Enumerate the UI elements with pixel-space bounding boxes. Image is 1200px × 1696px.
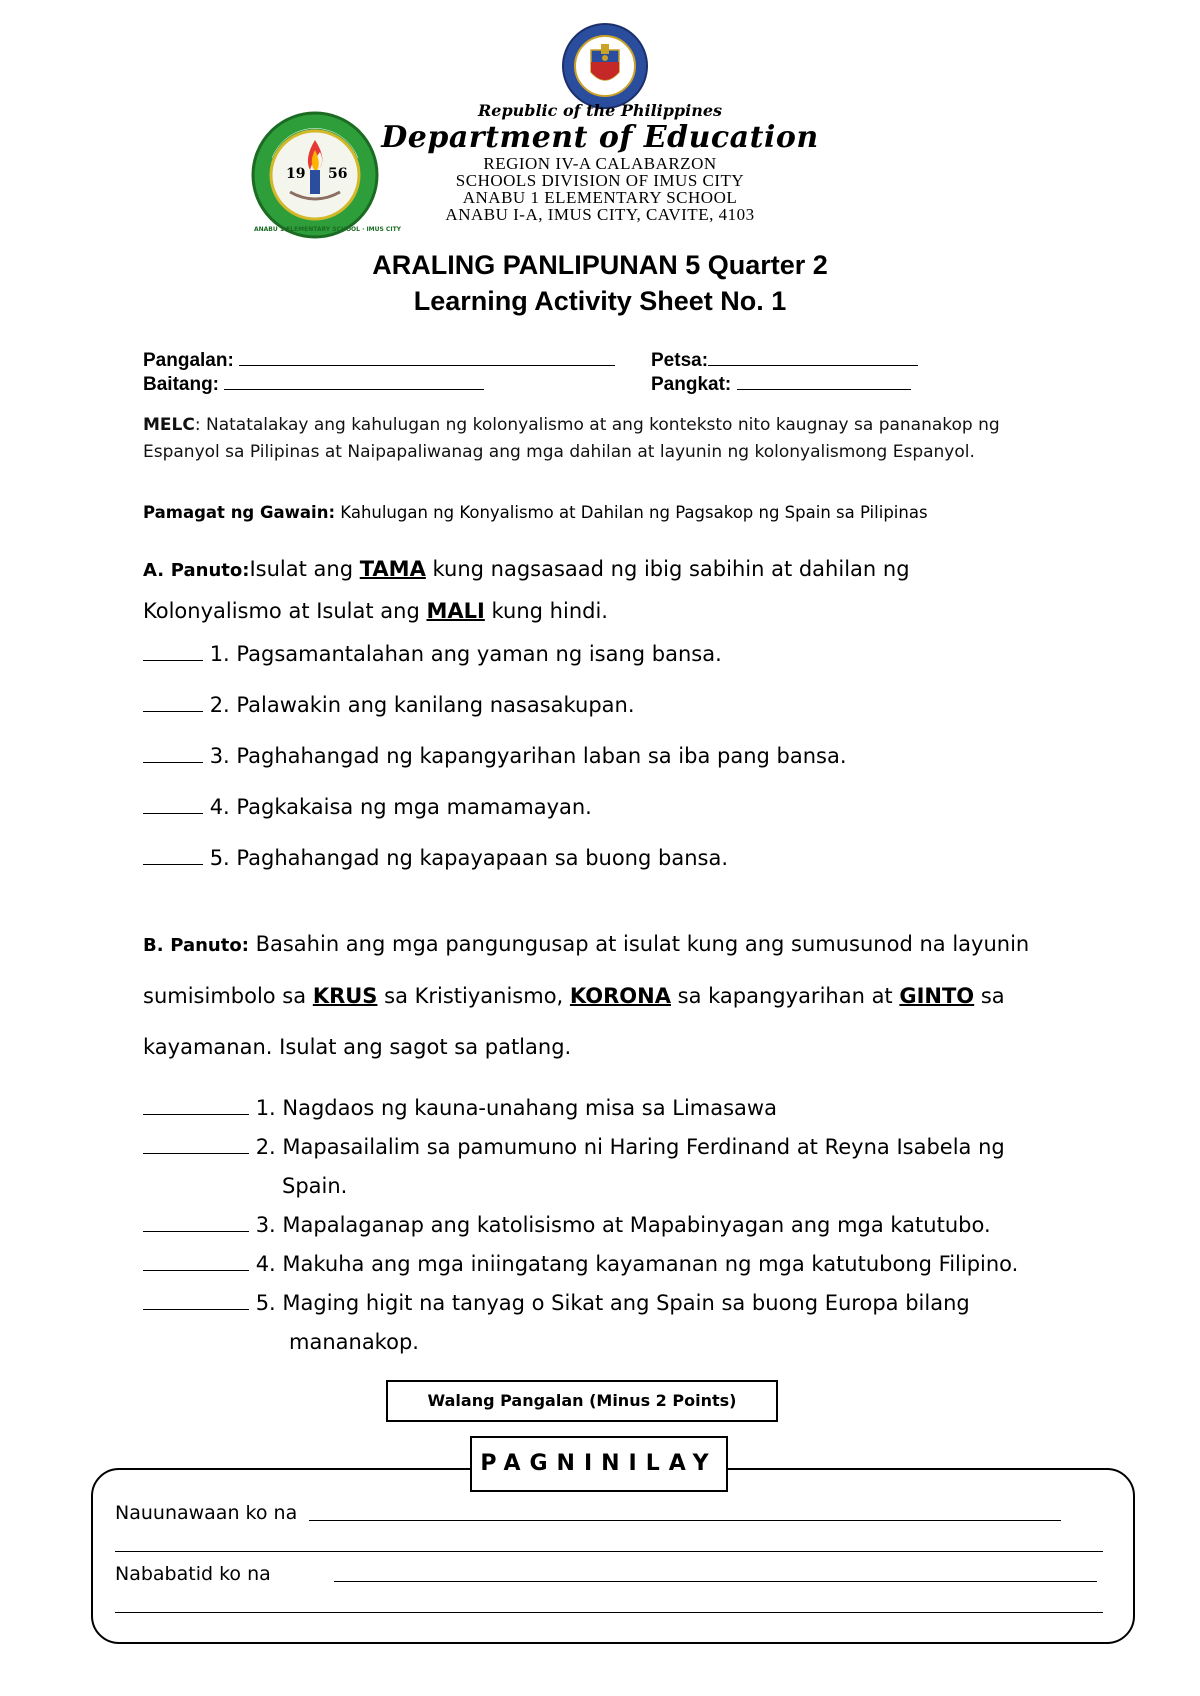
reflection-title-box — [470, 1436, 728, 1492]
section-a-text-2: kung nagsasaad ng ibig sabihin at dahilan ng — [432, 557, 910, 581]
date-field — [651, 348, 918, 372]
item-text: 2. Palawakin ang kanilang nasasakupan. — [209, 693, 635, 717]
answer-blank[interactable] — [143, 1114, 249, 1115]
section-a-item — [143, 642, 722, 666]
answer-line[interactable] — [115, 1551, 1103, 1552]
deped-seal-text — [0, 0, 1, 1]
reflection-box — [91, 1468, 1135, 1644]
section-b-letter: B. — [143, 935, 164, 956]
penalty-note: Walang Pangalan (Minus 2 Points) — [427, 1391, 737, 1410]
section-a-letter: A. — [143, 560, 165, 581]
republic-line: Republic of the Philippines — [477, 101, 723, 120]
name-label: Pangalan: — [143, 350, 234, 371]
section-b-text-1: Basahin ang mga pangungusap at isulat kung ang sumusunod na layunin — [255, 932, 1030, 956]
name-input-line[interactable] — [239, 348, 615, 366]
section-b-line-1 — [143, 919, 1103, 971]
activity-title — [143, 503, 928, 522]
section-b-item — [143, 1213, 991, 1237]
section-a-item — [143, 846, 728, 870]
section-a-text-1: Isulat ang — [249, 557, 354, 581]
section-a-instructions — [143, 549, 1103, 631]
date-input-line[interactable] — [708, 348, 918, 366]
answer-line[interactable] — [115, 1612, 1103, 1613]
keyword-tama: TAMA — [359, 557, 426, 581]
section-b-item — [143, 1135, 1005, 1159]
school-seal-year-right: 56 — [328, 166, 348, 182]
section-b-text-3: sa Kristiyanismo, — [384, 984, 564, 1008]
section-b-item-continuation: mananakop. — [289, 1330, 419, 1354]
answer-blank[interactable] — [143, 1270, 249, 1271]
answer-blank[interactable] — [143, 813, 203, 814]
activity-title-label: Pamagat ng Gawain: — [143, 503, 336, 522]
section-a-line-1 — [143, 549, 1103, 591]
school-seal-ring-text: ANABU 1 ELEMENTARY SCHOOL · IMUS CITY — [254, 226, 401, 233]
item-text: 5. Maging higit na tanyag o Sikat ang Spain sa buong Europa bilang — [255, 1291, 970, 1315]
answer-blank[interactable] — [143, 660, 203, 661]
grade-label: Baitang: — [143, 374, 219, 395]
page-subtitle: Learning Activity Sheet No. 1 — [413, 286, 787, 316]
item-text: 1. Nagdaos ng kauna-unahang misa sa Limasawa — [255, 1096, 777, 1120]
reflection-title: PAGNINILAY — [480, 1451, 718, 1476]
region-line: REGION IV-A CALABARZON — [483, 154, 717, 173]
date-label: Petsa: — [651, 350, 709, 371]
section-input-line[interactable] — [737, 372, 911, 390]
grade-input-line[interactable] — [224, 372, 484, 390]
section-b-text-5: sa — [980, 984, 1005, 1008]
section-b-item — [143, 1096, 777, 1120]
answer-blank[interactable] — [143, 762, 203, 763]
item-text: 5. Paghahangad ng kapayapaan sa buong bansa. — [209, 846, 728, 870]
melc-line-1 — [143, 412, 1103, 439]
section-b-item — [143, 1252, 1018, 1276]
item-text: 2. Mapasailalim sa pamumuno ni Haring Ferdinand at Reyna Isabela ng — [255, 1135, 1005, 1159]
division-line: SCHOOLS DIVISION OF IMUS CITY — [455, 171, 745, 190]
school-line: ANABU 1 ELEMENTARY SCHOOL — [462, 188, 738, 207]
keyword-korona: KORONA — [569, 984, 671, 1008]
item-text: 4. Pagkakaisa ng mga mamamayan. — [209, 795, 592, 819]
item-text: 3. Mapalaganap ang katolisismo at Mapabinyagan ang mga katutubo. — [255, 1213, 991, 1237]
page-title: ARALING PANLIPUNAN 5 Quarter 2 — [372, 250, 828, 280]
item-text: 4. Makuha ang mga iniingatang kayamanan ng mga katutubong Filipino. — [255, 1252, 1019, 1276]
item-text: 1. Pagsamantalahan ang yaman ng isang bansa. — [209, 642, 722, 666]
section-b-instructions — [143, 919, 1103, 1073]
section-a-line-2 — [143, 591, 1103, 631]
answer-blank[interactable] — [143, 1231, 249, 1232]
name-field — [143, 348, 615, 372]
activity-title-text: Kahulugan ng Konyalismo at Dahilan ng Pagsakop ng Spain sa Pilipinas — [340, 503, 928, 522]
section-field — [651, 372, 911, 396]
deped-seal — [561, 22, 649, 110]
answer-blank[interactable] — [143, 1309, 249, 1310]
answer-line[interactable] — [309, 1520, 1061, 1521]
section-a-text-3: Kolonyalismo at Isulat ang — [143, 599, 420, 623]
melc-text-1: : Natatalakay ang kahulugan ng kolonyalismo at ang konteksto nito kaugnay sa pananakop ng — [194, 415, 1000, 435]
section-label: Pangkat: — [651, 374, 732, 395]
department-line: Department of Education — [381, 120, 819, 155]
school-seal-year-left: 19 — [286, 166, 306, 182]
section-b-label: Panuto: — [170, 935, 249, 956]
melc-text-2: Espanyol sa Pilipinas at Naipapaliwanag ang mga dahilan at layunin ng kolonyalismong Espanyol. — [143, 442, 975, 462]
section-a-label: Panuto: — [170, 560, 250, 581]
address-line: ANABU I-A, IMUS CITY, CAVITE, 4103 — [445, 205, 755, 224]
section-b-item — [143, 1291, 970, 1315]
section-a-item — [143, 744, 847, 768]
answer-line[interactable] — [334, 1581, 1097, 1582]
section-a-text-4: kung hindi. — [491, 599, 608, 623]
answer-blank[interactable] — [143, 1153, 249, 1154]
section-b-text-2: sumisimbolo sa — [143, 984, 307, 1008]
melc-block — [143, 412, 1103, 466]
section-b-text-4: sa kapangyarihan at — [677, 984, 893, 1008]
section-b-line-3: kayamanan. Isulat ang sagot sa patlang. — [143, 1035, 572, 1059]
section-a-item — [143, 693, 635, 717]
keyword-ginto: GINTO — [899, 984, 975, 1008]
section-a-item — [143, 795, 592, 819]
keyword-mali: MALI — [426, 599, 485, 623]
section-b-item-continuation: Spain. — [282, 1174, 348, 1198]
reflection-prompt-1: Nauunawaan ko na — [115, 1502, 298, 1524]
keyword-krus: KRUS — [312, 984, 378, 1008]
answer-blank[interactable] — [143, 711, 203, 712]
item-text: 3. Paghahangad ng kapangyarihan laban sa iba pang bansa. — [209, 744, 847, 768]
grade-field — [143, 372, 484, 396]
penalty-note-box — [386, 1380, 778, 1422]
section-b-line-2 — [143, 971, 1103, 1022]
reflection-prompt-2: Nababatid ko na — [115, 1563, 271, 1585]
answer-blank[interactable] — [143, 864, 203, 865]
melc-label: MELC — [143, 415, 195, 435]
